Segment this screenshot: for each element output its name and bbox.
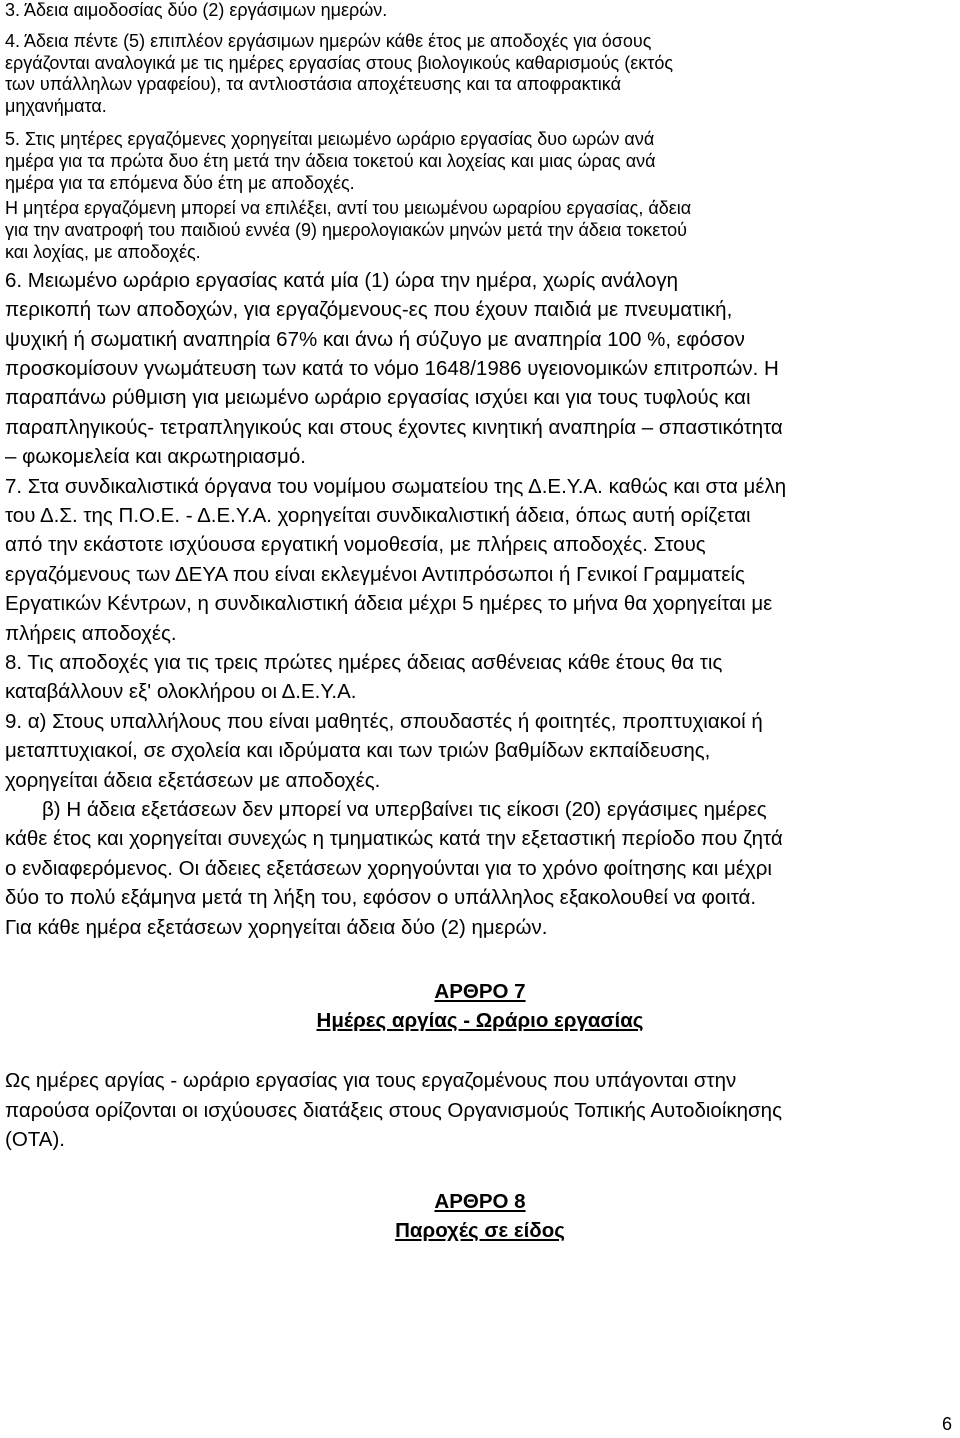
text-line: παραπληγικούς- τετραπληγικούς και στους έχοντες κινητική αναπηρία – σπαστικότητα — [5, 415, 783, 439]
text-line: των υπάλληλων γραφείου), τα αντλιοστάσια αποχέτευσης και τα αποφρακτικά — [5, 74, 621, 95]
text-line: εργαζόμενους των ΔΕΥΑ που είναι εκλεγμένοι Αντιπρόσωποι ή Γενικοί Γραμματείς — [5, 562, 745, 586]
paragraph-8 — [5, 648, 955, 707]
paragraph-3 — [5, 0, 955, 22]
paragraph-5-continued — [5, 198, 955, 263]
text-line: – φωκομελεία και ακρωτηριασμό. — [5, 445, 306, 469]
article-8-title: Παροχές σε είδος — [395, 1219, 565, 1243]
text-line: 3. Άδεια αιμοδοσίας δύο (2) εργάσιμων ημερών. — [5, 0, 388, 20]
paragraph-6 — [5, 266, 955, 472]
text-line: 8. Τις αποδοχές για τις τρεις πρώτες ημέρες άδειας ασθένειας κάθε έτους θα τις — [5, 651, 723, 675]
paragraph-7 — [5, 472, 955, 648]
text-line: ημέρα για τα επόμενα δύο έτη με αποδοχές. — [5, 172, 355, 193]
document-page — [5, 0, 955, 1243]
text-line: ημέρα για τα πρώτα δυο έτη μετά την άδεια τοκετού και λοχείας και μιας ώρας ανά — [5, 150, 656, 171]
article-8-header — [5, 1187, 955, 1245]
paragraph-5 — [5, 129, 955, 194]
text-line: 7. Στα συνδικαλιστικά όργανα του νομίμου σωματείου της Δ.Ε.Υ.Α. καθώς και στα μέλη — [5, 474, 787, 498]
paragraph-4 — [5, 31, 955, 118]
text-line: ο ενδιαφερόμενος. Οι άδειες εξετάσεων χορηγούνται για το χρόνο φοίτησης και μέχρι — [5, 856, 772, 880]
text-line: Για κάθε ημέρα εξετάσεων χορηγείται άδεια δύο (2) ημερών. — [5, 915, 548, 939]
text-line: καταβάλλουν εξ' ολοκλήρου οι Δ.Ε.Υ.Α. — [5, 680, 357, 704]
text-line: για την ανατροφή του παιδιού εννέα (9) ημερολογιακών μηνών μετά την άδεια τοκετού — [5, 220, 687, 241]
text-line: (ΟΤΑ). — [5, 1127, 65, 1151]
text-line: προσκομίσουν γνωμάτευση των κατά το νόμο 1648/1986 υγειονομικών επιτροπών. Η — [5, 356, 779, 380]
article-7-header — [5, 977, 955, 1035]
text-line: χορηγείται άδεια εξετάσεων με αποδοχές. — [5, 768, 381, 792]
text-line: 4. Άδεια πέντε (5) επιπλέον εργάσιμων ημερών κάθε έτος με αποδοχές για όσους — [5, 30, 652, 51]
text-line: Ως ημέρες αργίας - ωράριο εργασίας για τους εργαζομένους που υπάγονται στην — [5, 1069, 737, 1093]
page-number: 6 — [941, 1414, 952, 1434]
text-line: παραπάνω ρύθμιση για μειωμένο ωράριο εργασίας ισχύει και για τους τυφλούς και — [5, 386, 751, 410]
text-line: εργάζονται αναλογικά με τις ημέρες εργασίας στους βιολογικούς καθαρισμούς (εκτός — [5, 52, 674, 73]
text-line: παρούσα ορίζονται οι ισχύουσες διατάξεις στους Οργανισμούς Τοπικής Αυτοδιοίκησης — [5, 1098, 782, 1122]
text-line: και λοχίας, με αποδοχές. — [5, 241, 201, 262]
article-7-body — [5, 1066, 955, 1154]
text-line: περικοπή των αποδοχών, για εργαζόμενους-ες που έχουν παιδιά με πνευματική, — [5, 298, 733, 322]
text-line: 6. Μειωμένο ωράριο εργασίας κατά μία (1) ώρα την ημέρα, χωρίς ανάλογη — [5, 268, 678, 292]
text-line: μηχανήματα. — [5, 96, 107, 117]
text-line: ψυχική ή σωματική αναπηρία 67% και άνω ή σύζυγο με αναπηρία 100 %, εφόσον — [5, 327, 745, 351]
article-7-number: ΑΡΘΡΟ 7 — [434, 980, 526, 1004]
text-line: μεταπτυχιακοί, σε σχολεία και ιδρύματα και των τριών βαθμίδων εκπαίδευσης, — [5, 739, 711, 763]
text-line: δύο το πολύ εξάμηνα μετά τη λήξη του, εφόσον ο υπάλληλος εξακολουθεί να φοιτά. — [5, 886, 757, 910]
text-line: 5. Στις μητέρες εργαζόμενες χορηγείται μειωμένο ωράριο εργασίας δυο ωρών ανά — [5, 128, 655, 149]
text-line: β) Η άδεια εξετάσεων δεν μπορεί να υπερβαίνει τις είκοσι (20) εργάσιμες ημέρες — [42, 798, 767, 822]
text-line: Η μητέρα εργαζόμενη μπορεί να επιλέξει, αντί του μειωμένου ωραρίου εργασίας, άδεια — [5, 198, 692, 219]
text-line: 9. α) Στους υπαλλήλους που είναι μαθητές, σπουδαστές ή φοιτητές, προπτυχιακοί ή — [5, 709, 763, 733]
article-7-title: Ημέρες αργίας - Ωράριο εργασίας — [316, 1009, 644, 1033]
text-line: πλήρεις αποδοχές. — [5, 621, 177, 645]
paragraph-9a — [5, 707, 955, 795]
text-line: Εργατικών Κέντρων, η συνδικαλιστική άδεια μέχρι 5 ημέρες το μήνα θα χορηγείται με — [5, 592, 773, 616]
text-line: του Δ.Σ. της Π.Ο.Ε. - Δ.Ε.Υ.Α. χορηγείται συνδικαλιστική άδεια, όπως αυτή ορίζεται — [5, 504, 751, 528]
text-line: από την εκάστοτε ισχύουσα εργατική νομοθεσία, με πλήρεις αποδοχές. Στους — [5, 533, 706, 557]
text-line: κάθε έτος και χορηγείται συνεχώς η τμηματικώς κατά την εξεταστική περίοδο που ζητά — [5, 827, 783, 851]
article-8-number: ΑΡΘΡΟ 8 — [434, 1190, 526, 1214]
paragraph-9b — [5, 795, 955, 942]
